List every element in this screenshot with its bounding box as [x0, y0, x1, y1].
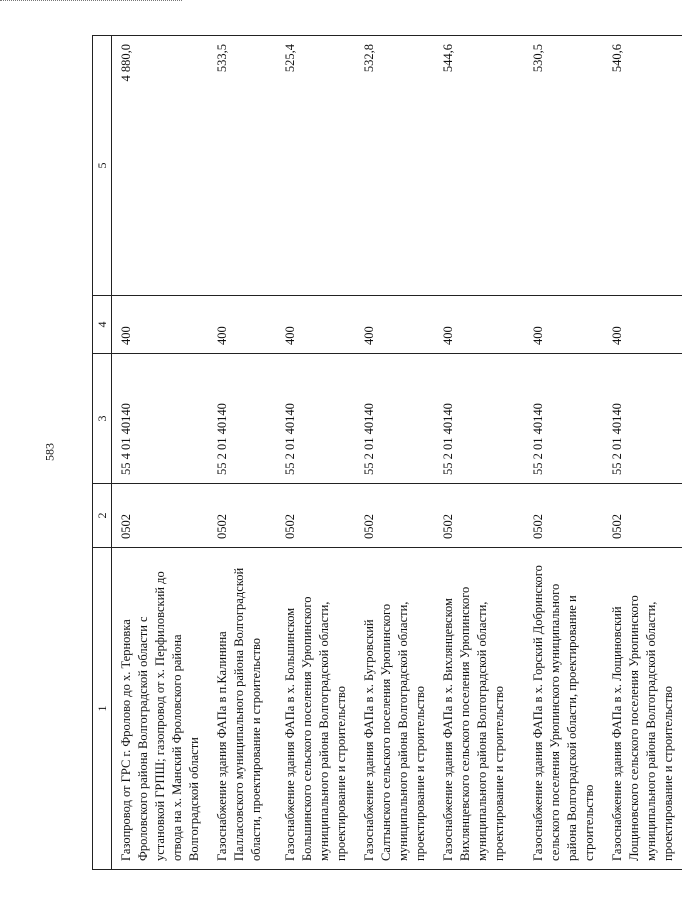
top-dotted-line: [0, 0, 182, 1]
row-type: 400: [276, 296, 355, 354]
row-sum: 532,8: [355, 36, 434, 296]
row-code: 55 2 01 40140: [603, 354, 682, 484]
header-row: [93, 36, 112, 870]
row-name: Газоснабжение здания ФАПа в х. Лощиновский Лощиновского сельского поселения Урюпинского муниципального района Волгоградской области, проектирование и строительство: [603, 548, 682, 870]
row-sum: 540,6: [603, 36, 682, 296]
row-sum: 525,4: [276, 36, 355, 296]
row-sum: 530,5: [524, 36, 603, 296]
table-row: [208, 36, 276, 870]
row-section: 0502: [276, 484, 355, 548]
row-sum: 544,6: [434, 36, 524, 296]
header-col-2: 2: [93, 484, 112, 548]
row-type: 400: [603, 296, 682, 354]
table-row: [112, 36, 209, 870]
row-code: 55 4 01 40140: [112, 354, 209, 484]
row-type: 400: [355, 296, 434, 354]
header-col-3: 3: [93, 354, 112, 484]
header-col-1: 1: [93, 548, 112, 870]
row-section: 0502: [355, 484, 434, 548]
page-number: 583: [42, 443, 57, 461]
row-name: Газоснабжение здания ФАПа в х. Бугровский Салтынского сельского поселения Урюпинского муниципального района Волгоградской области, проектирование и строительство: [355, 548, 434, 870]
row-section: 0502: [434, 484, 524, 548]
table-row: [603, 36, 682, 870]
table-row: [434, 36, 524, 870]
header-col-4: 4: [93, 296, 112, 354]
row-sum: 533,5: [208, 36, 276, 296]
row-section: 0502: [208, 484, 276, 548]
row-name: Газоснабжение здания ФАПа в п.Калинина Палласовского муниципального района Волгоградской области, проектирование и строительство: [208, 548, 276, 870]
header-col-5: 5: [93, 36, 112, 296]
row-section: 0502: [603, 484, 682, 548]
table-row: [276, 36, 355, 870]
row-section: 0502: [112, 484, 209, 548]
row-code: 55 2 01 40140: [355, 354, 434, 484]
row-type: 400: [208, 296, 276, 354]
row-type: 400: [434, 296, 524, 354]
row-name: Газопровод от ГРС г. Фролово до х. Терновка Фроловского района Волгоградской области с установкой ГРПШ; газопровод от х. Перфиловский до отвода на х. Манский Фроловского района Волгоградской области: [112, 548, 209, 870]
row-code: 55 2 01 40140: [524, 354, 603, 484]
row-type: 400: [112, 296, 209, 354]
row-section: 0502: [524, 484, 603, 548]
row-name: Газоснабжение здания ФАПа в х. Большинском Большинского сельского поселения Урюпинского муниципального района Волгоградской области, проектирование и строительство: [276, 548, 355, 870]
row-name: Газоснабжение здания ФАПа в х. Вихлянцевском Вихлянцевского сельского поселения Урюпинского муниципального района Волгоградской области, проектирование и строительство: [434, 548, 524, 870]
row-sum: 4 880,0: [112, 36, 209, 296]
row-name: Газоснабжение здания ФАПа в х. Горский Добринского сельского поселения Урюпинского муниципального района Волгоградской области, проектирование и строительство: [524, 548, 603, 870]
rotated-content: [92, 35, 675, 870]
row-code: 55 2 01 40140: [208, 354, 276, 484]
row-type: 400: [524, 296, 603, 354]
budget-table: [92, 35, 682, 870]
table-row: [524, 36, 603, 870]
table-row: [355, 36, 434, 870]
row-code: 55 2 01 40140: [276, 354, 355, 484]
row-code: 55 2 01 40140: [434, 354, 524, 484]
